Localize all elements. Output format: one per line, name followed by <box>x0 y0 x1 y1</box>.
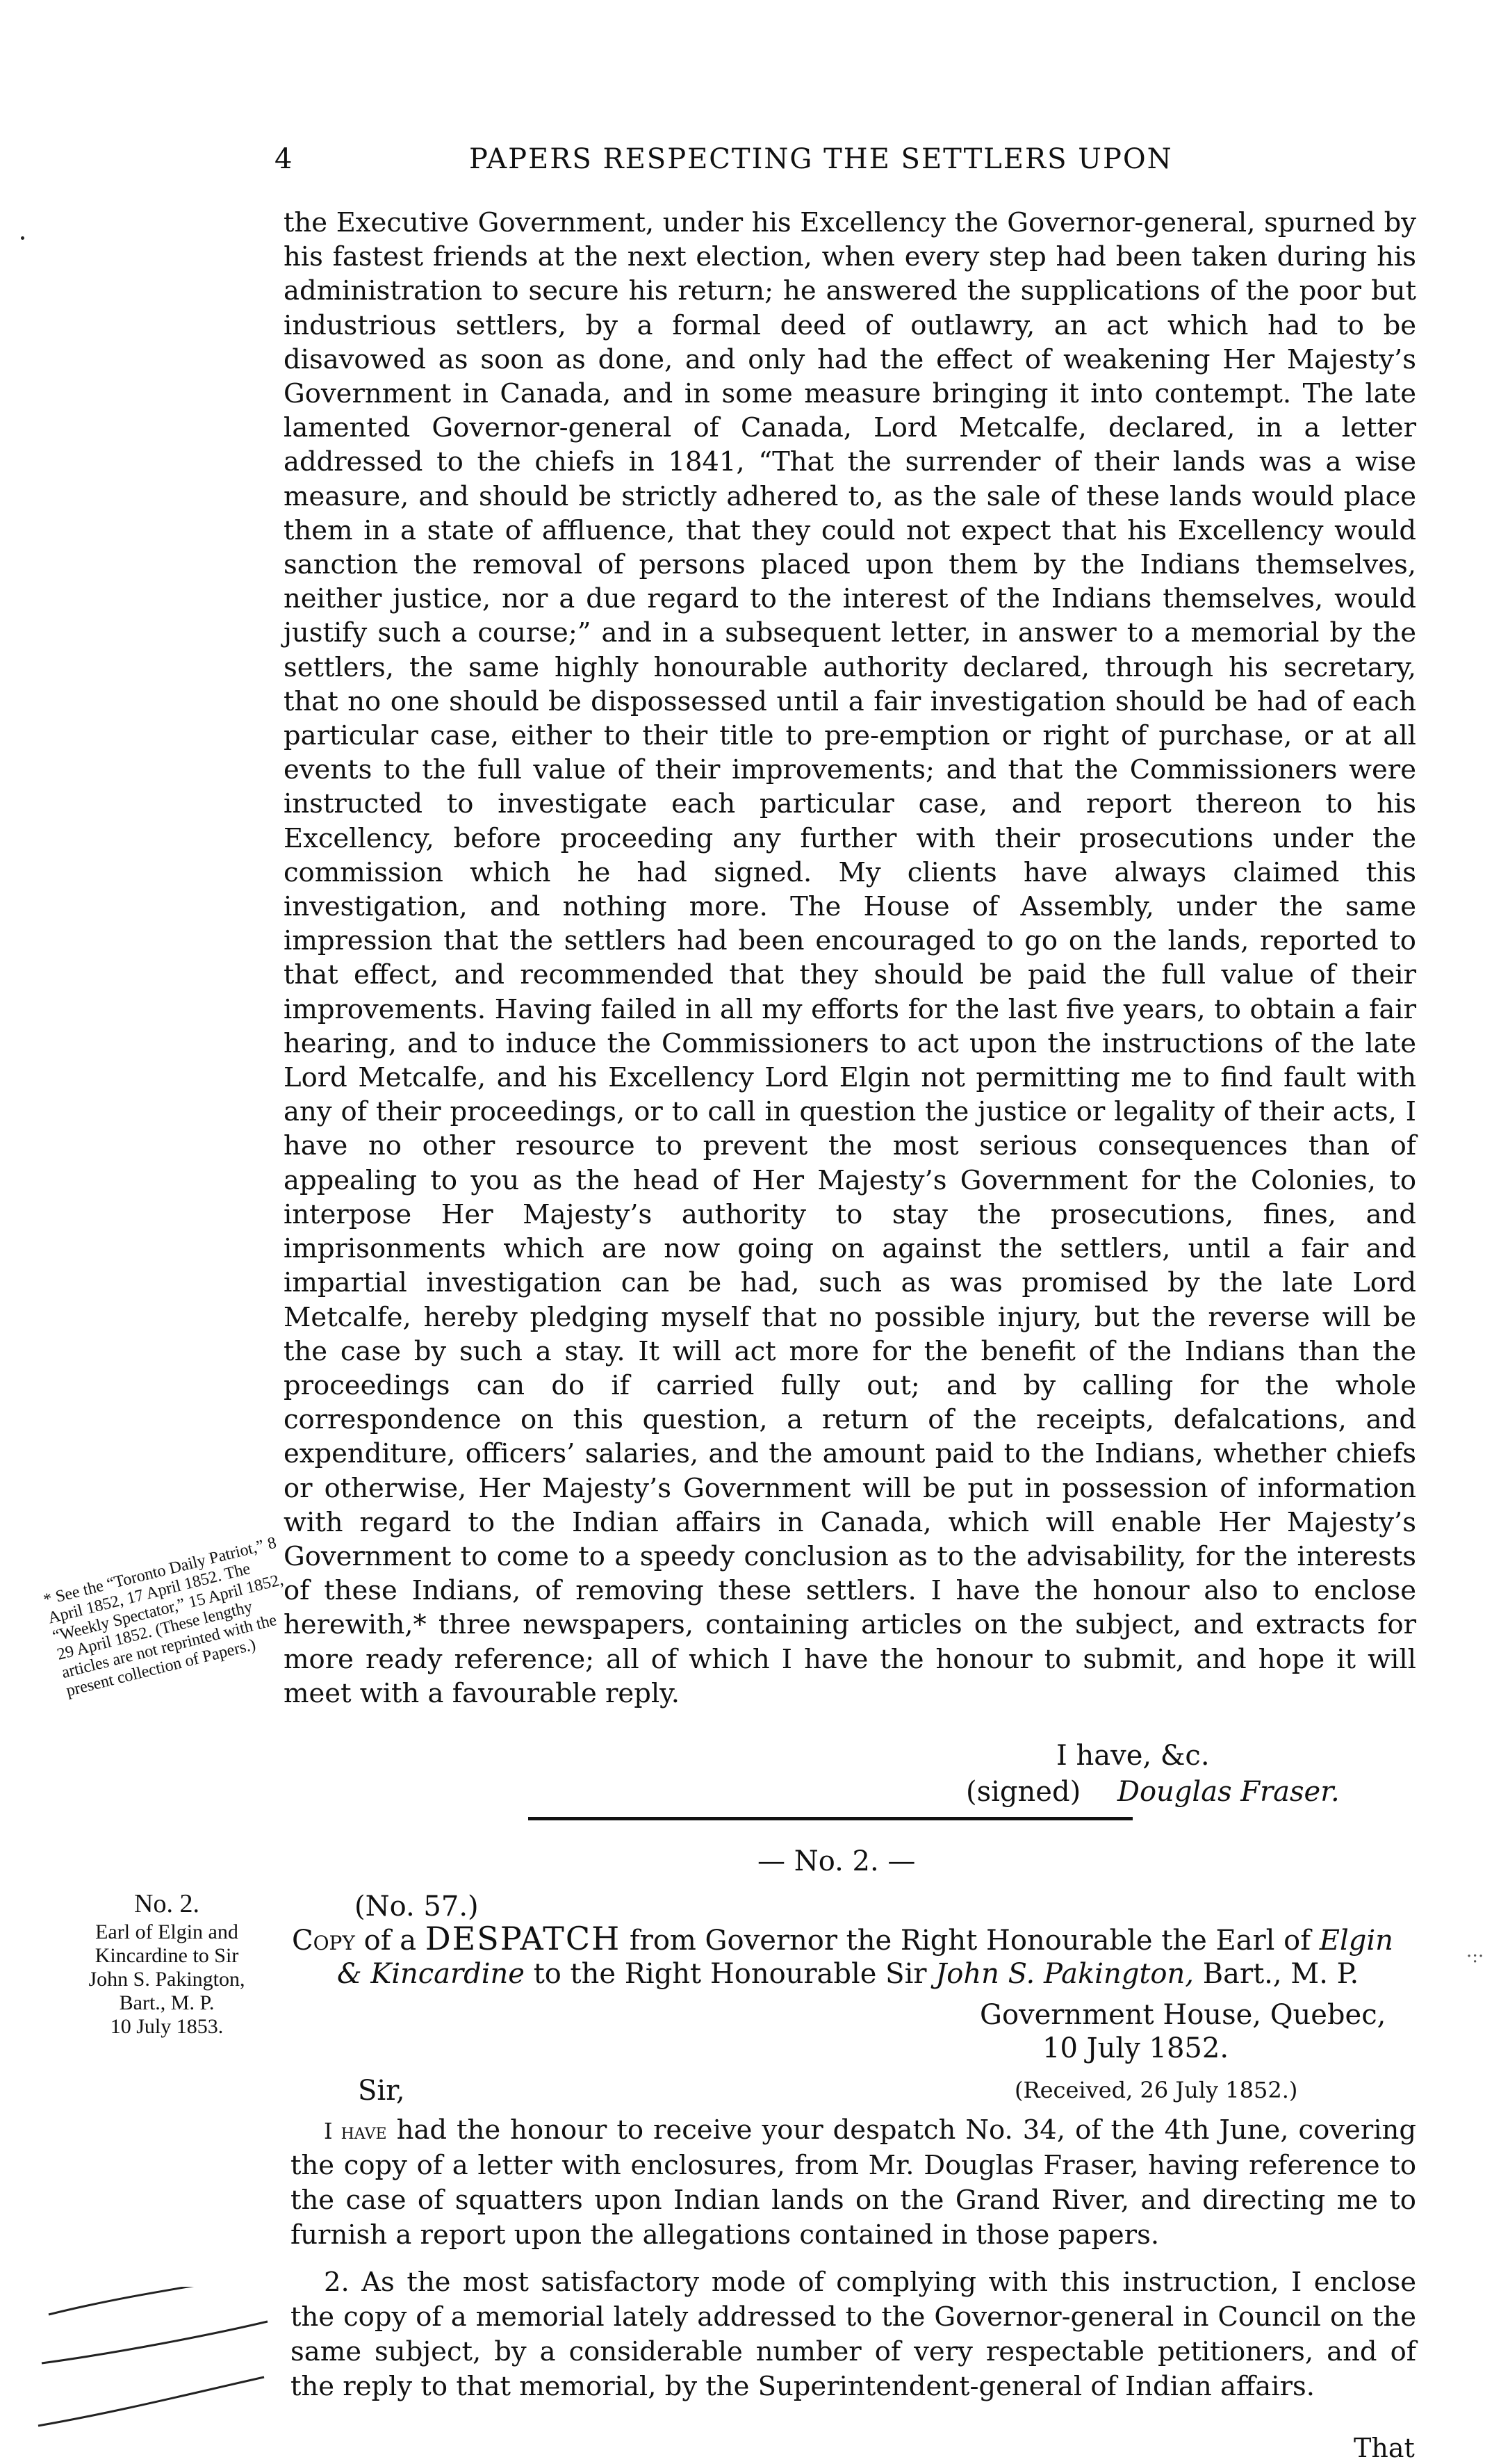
date: 10 July 1852. <box>1042 2032 1229 2064</box>
earl-name: Elgin <box>1319 1925 1393 1957</box>
signature-block <box>966 1738 1340 1810</box>
despatch-body <box>290 2113 1416 2417</box>
despatch-paragraph <box>290 2113 1416 2253</box>
from-text: from Governor the Right Honourable the Earl of <box>629 1925 1311 1957</box>
marginal-line: Earl of Elgin and <box>95 1920 238 1943</box>
marginal-footnote: * See the “Toronto Daily Patriot,” 8 April 1852, 17 April 1852. The “Weekly Spectator,” 15 April 1852, 29 April 1852. (These lengthy articles are not reprinted with the present collection of Papers.) <box>42 1533 286 1701</box>
despatch-number: (No. 57.) <box>354 1891 479 1923</box>
letter-paragraph: the Executive Government, under his Excellency the Governor-general, spurned by his fastest friends at the next election, when every step had been taken during his administration to secure his return; he answered the supplications of the poor but industrious settlers, by a formal deed of outlawry, an act which had to be disavowed as soon as done, and only had the effect of weakening Her Majesty’s Government in Canada, and in some measure bringing it into contempt. The late lamented Governor-general of Canada, Lord Metcalfe, declared, in a letter addressed to the chiefs in 1841, “That the surrender of their lands was a wise measure, and should be strictly adhered to, as the sale of these lands would place them in a state of affluence, that they could not expect that his Excellency would sanction the removal of persons placed upon them by the Indians themselves, neither justice, nor a due regard to the interest of the Indians themselves, would justify such a course;” and in a subsequent letter, in answer to a memorial by the settlers, the same highly honourable authority declared, through his secretary, that no one should be dispossessed until a fair investigation should be had of each particular case, either to their title to pre-emption or right of purchase, or at all events to the full value of their improvements; and that the Commissioners were instructed to investigate each particular case, and report thereon to his Excellency, before proceeding any further with their prosecutions under the commission which he had signed. My clients have always claimed this investigation, and nothing more. The House of Assembly, under the same impression that the settlers had been encouraged to go on the lands, reported to that effect, and recommended that they should be paid the full value of their improvements. Having failed in all my efforts for the last five years, to obtain a fair hearing, and to induce the Commissioners to act upon the instructions of the late Lord Metcalfe, and his Excellency Lord Elgin not permitting me to find fault with any of their proceedings, or to call in question the justice or legality of their acts, I have no other resource to prevent the most serious consequences than of appealing to you as the head of Her Majesty’s Government for the Colonies, to interpose Her Majesty’s authority to stay the prosecutions, fines, and imprisonments which are now going on against the settlers, until a fair and impartial investigation can be had, such as was promised by the late Lord Metcalfe, hereby pledging myself that no possible injury, but the reverse will be the case by such a stay. It will act more for the benefit of the Indians than the proceedings can do if carried fully out; and by calling for the whole correspondence on this question, a return of the receipts, defalcations, and expenditure, officers’ salaries, and the amount paid to the Indians, whether chiefs or otherwise, Her Majesty’s Government will be put in possession of information with regard to the Indian affairs in Canada, which will enable Her Majesty’s Government to come to a speedy conclusion as to the advisability, for the interests of these Indians, of removing these settlers. I have the honour also to enclose herewith,* three newspapers, containing articles on the subject, and extracts for more ready reference; all of which I have the honour to submit, and hope it will meet with a favourable reply. <box>284 207 1416 1709</box>
marginal-line: John S. Pakington, <box>88 1968 245 1991</box>
running-header <box>274 143 1421 185</box>
section-number: — No. 2. — <box>757 1845 916 1877</box>
marginal-section-label <box>42 1887 292 2039</box>
despatch-word: DESPATCH <box>425 1920 621 1957</box>
heading-second-line <box>292 1957 1418 1991</box>
section-divider <box>528 1817 1133 1820</box>
letter-body <box>284 206 1416 1711</box>
signer-name: Douglas Fraser. <box>1117 1776 1340 1808</box>
marginal-line: Kincardine to Sir <box>95 1944 239 1967</box>
dateline <box>980 1998 1386 2065</box>
marginal-line: 10 July 1853. <box>110 2015 224 2038</box>
salutation: Sir, <box>358 2075 405 2107</box>
despatch-heading <box>292 1922 1418 1991</box>
paragraph-text: had the honour to receive your despatch No. 34, of the 4th June, covering the copy of a letter with enclosures, from Mr. Douglas Fraser, having reference to the case of squatters upon Indian lands on the Grand River, and directing me to furnish a report upon the allegations contained in those papers. <box>290 2114 1416 2251</box>
signed-label: (signed) <box>966 1776 1081 1808</box>
place: Government House, Quebec, <box>980 1999 1386 2031</box>
closing: I have, &c. <box>1056 1740 1210 1772</box>
paragraph-text: 2. As the most satisfactory mode of complying with this instruction, I enclose the copy of a memorial lately addressed to the Governor-general in Council on the same subject, by a considerable number of very respectable petitioners, and of the reply to that memorial, by the Superintendent-general of Indian affairs. <box>290 2267 1416 2402</box>
signed-line <box>966 1774 1340 1810</box>
pen-strokes <box>35 2287 271 2454</box>
marginal-number: No. 2. <box>134 1889 199 1918</box>
copy-word: Copy <box>292 1925 355 1957</box>
bart: Bart., M. P. <box>1202 1958 1359 1990</box>
to-text: to the Right Honourable Sir <box>533 1958 927 1990</box>
kincardine: & Kincardine <box>337 1958 525 1990</box>
recipient-name: John S. Pakington, <box>935 1958 1194 1990</box>
page-number: 4 <box>274 143 294 175</box>
running-title: PAPERS RESPECTING THE SETTLERS UPON <box>469 143 1173 175</box>
margin-speck: ·:· <box>1466 1946 1484 1967</box>
received-date: (Received, 26 July 1852.) <box>1015 2077 1298 2103</box>
margin-mark <box>21 236 24 240</box>
despatch-paragraph <box>290 2265 1416 2404</box>
paragraph-lead: I have <box>324 2118 387 2144</box>
of-a: of a <box>363 1925 417 1957</box>
catchword: That <box>1354 2433 1415 2463</box>
marginal-line: Bart., M. P. <box>119 1991 215 2014</box>
